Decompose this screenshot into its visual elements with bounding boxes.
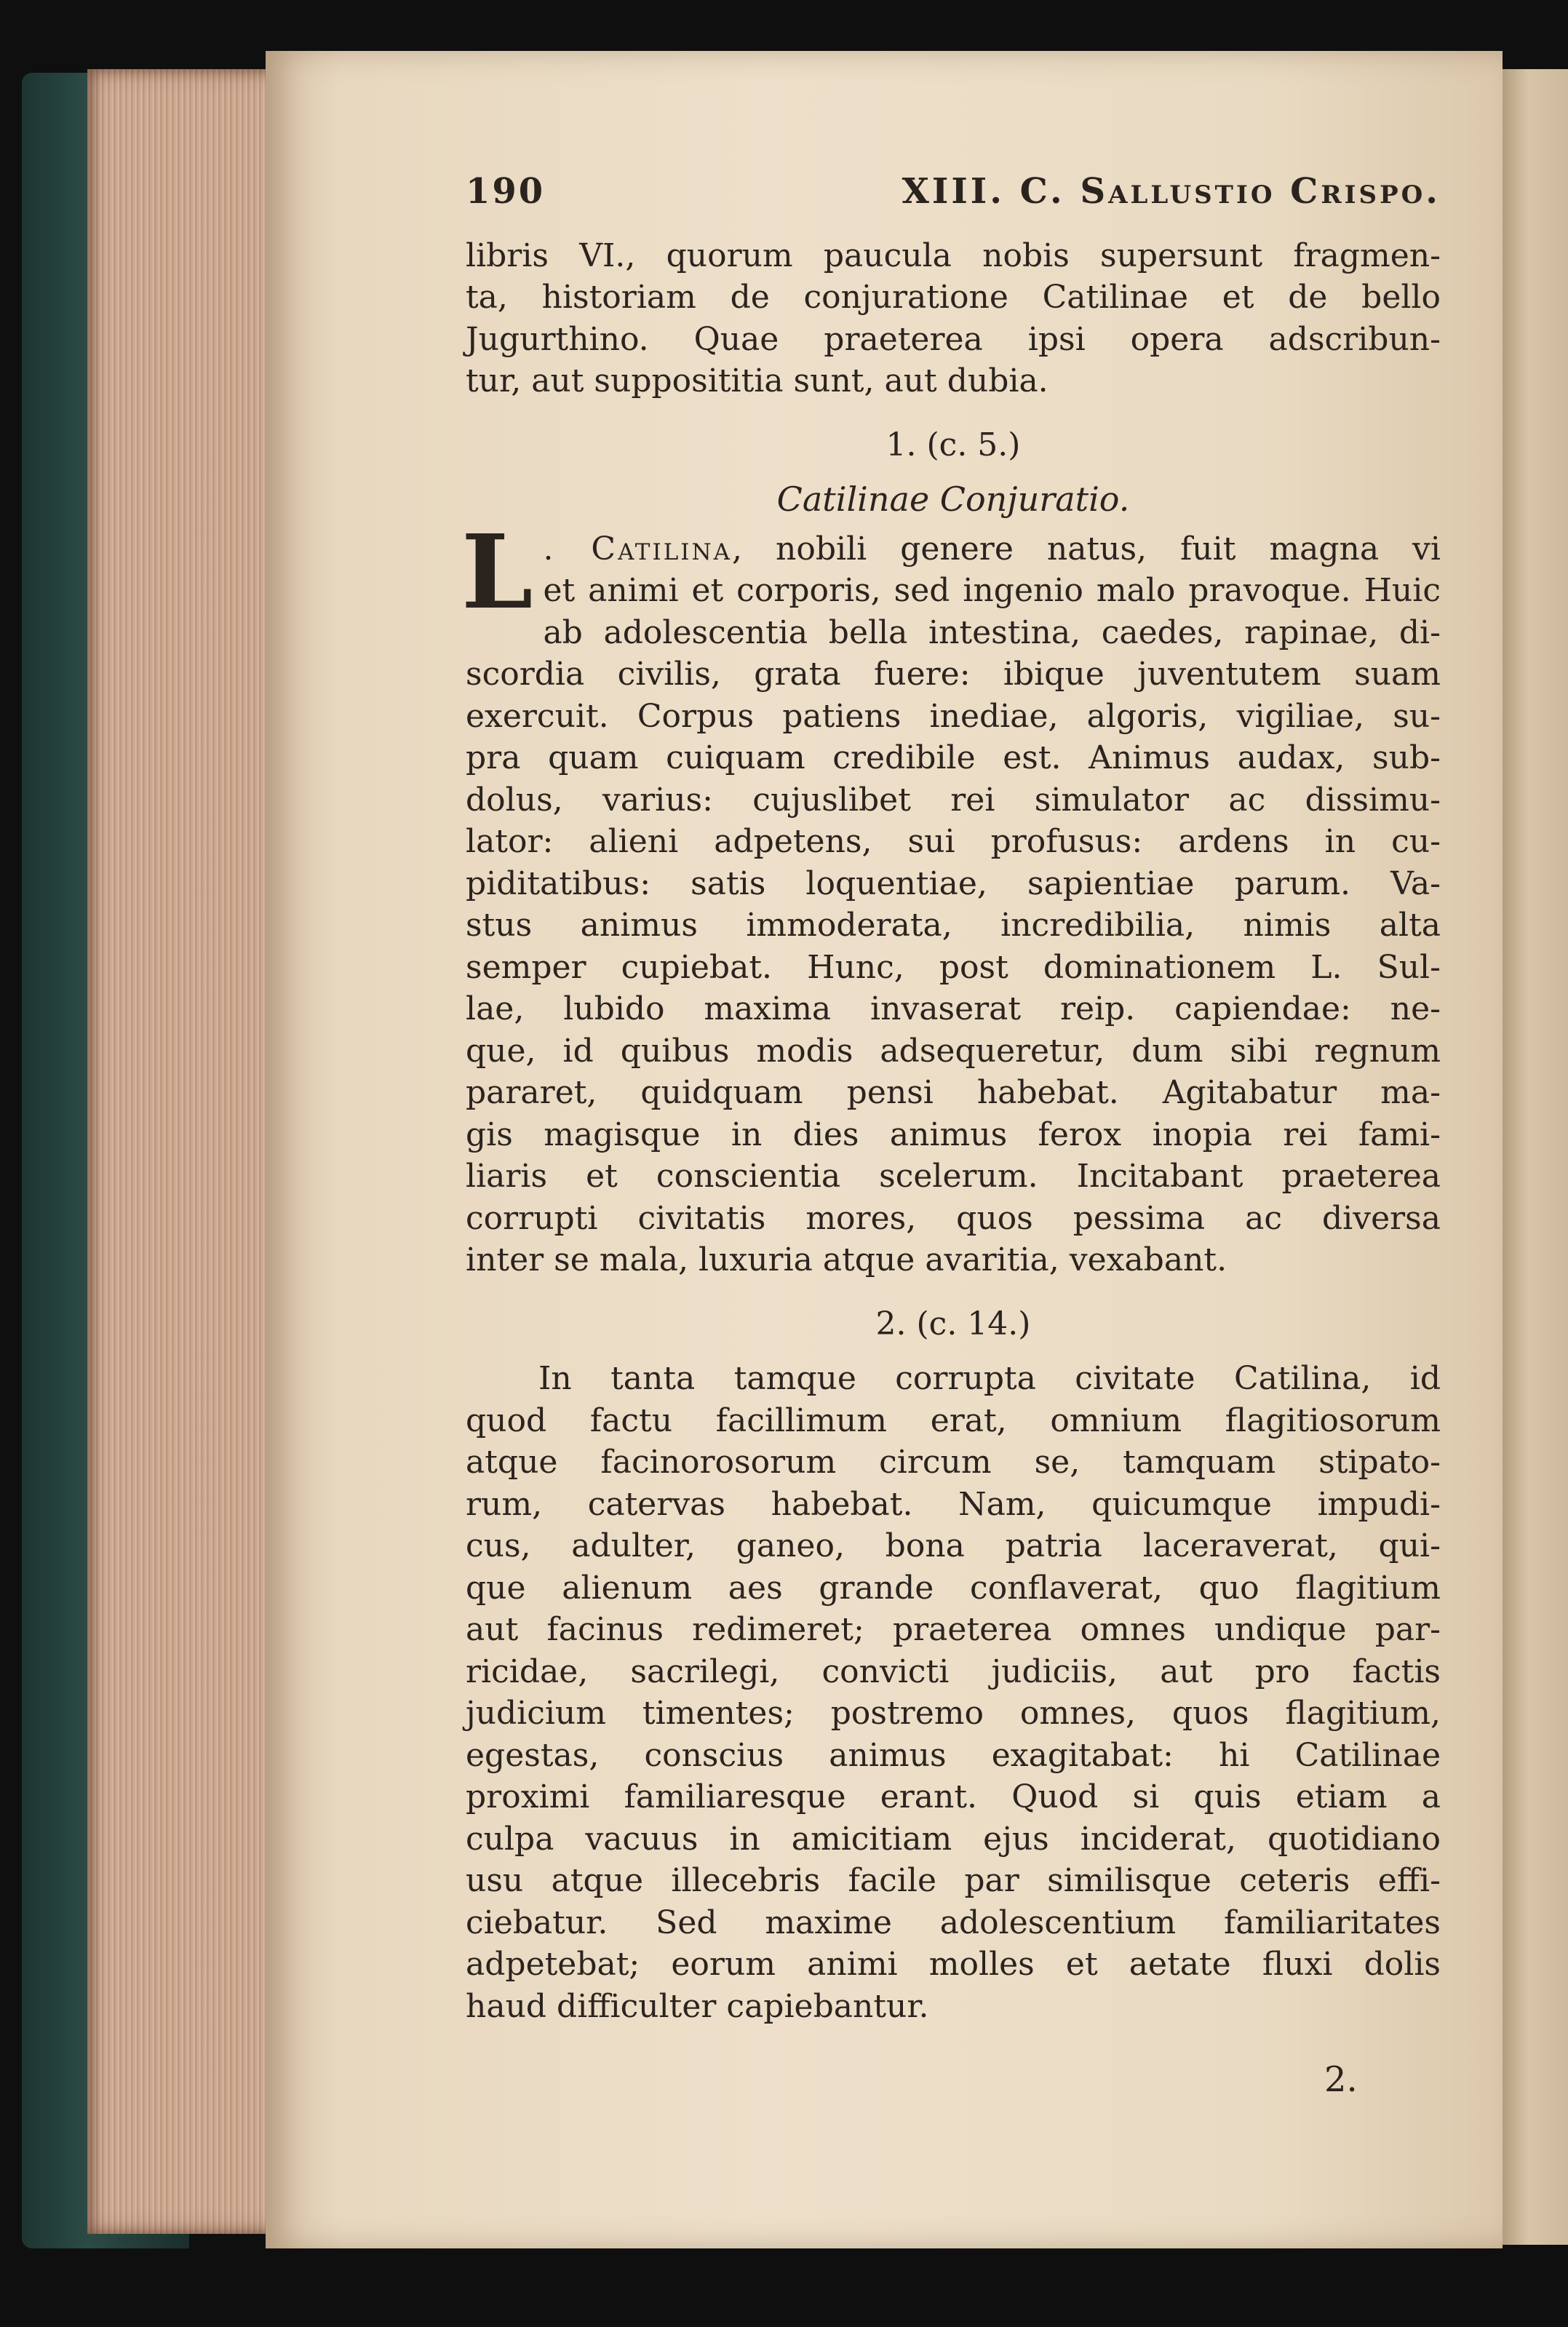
text-line: inter se mala, luxuria atque avaritia, vexabant. xyxy=(466,1241,1227,1278)
text-line: quod factu facillimum erat, omnium flagitiosorum xyxy=(466,1401,1441,1439)
text-line: proximi familiaresque erant. Quod si quis etiam a xyxy=(466,1778,1441,1815)
section-number: 1. (c. 5.) xyxy=(886,426,1021,464)
text-line xyxy=(466,528,1441,570)
text-line: libris VI., quorum paucula nobis supersunt fragmen- xyxy=(466,236,1441,274)
text-line: rum, catervas habebat. Nam, quicumque impudi- xyxy=(466,1485,1441,1523)
text-line: usu atque illecebris facile par similisque ceteris effi- xyxy=(466,1862,1441,1899)
text-line: tur, aut supposititia sunt, aut dubia. xyxy=(466,362,1048,399)
text-line: haud difficulter capiebantur. xyxy=(466,1987,929,2025)
text-line: ciebatur. Sed maxime adolescentium familiaritates xyxy=(466,1904,1441,1941)
section-number: 2. (c. 14.) xyxy=(875,1305,1031,1342)
text-line: judicium timentes; postremo omnes, quos flagitium, xyxy=(466,1695,1441,1732)
text-line: gis magisque in dies animus ferox inopia rei fami- xyxy=(466,1115,1441,1153)
text-line: ab adolescentia bella intestina, caedes, rapinae, di- xyxy=(543,613,1441,651)
text-line: culpa vacuus in amicitiam ejus inciderat, quotidiano xyxy=(466,1820,1441,1858)
text-line: que, id quibus modis adsequeretur, dum sibi regnum xyxy=(466,1032,1441,1070)
text-line: piditatibus: satis loquentiae, sapientiae parum. Va- xyxy=(466,864,1441,902)
page-number: 190 xyxy=(466,171,546,212)
facing-page-edge xyxy=(1503,69,1568,2245)
text-line: ricidae, sacrilegi, convicti judiciis, aut pro factis xyxy=(466,1652,1441,1690)
text-line: adpetebat; eorum animi molles et aetate fluxi dolis xyxy=(466,1946,1441,1983)
section2-paragraph xyxy=(466,1358,1441,2027)
text-fragment: , nobili genere natus, fuit magna vi xyxy=(732,530,1441,568)
text-line: et animi et corporis, sed ingenio malo pravoque. Huic xyxy=(543,572,1441,609)
intro-paragraph xyxy=(466,235,1441,402)
text-line: pararet, quidquam pensi habebat. Agitabatur ma- xyxy=(466,1074,1441,1111)
text-line: In tanta tamque corrupta civitate Catilina, id xyxy=(538,1360,1441,1397)
text-line: atque facinorosorum circum se, tamquam stipato- xyxy=(466,1444,1441,1481)
text-line: egestas, conscius animus exagitabat: hi Catilinae xyxy=(466,1736,1441,1774)
text-line: exercuit. Corpus patiens inediae, algoris, vigiliae, su- xyxy=(466,697,1441,735)
text-line: cus, adulter, ganeo, bona patria laceraverat, qui- xyxy=(466,1527,1441,1564)
section-title: Catilinae Conjuratio. xyxy=(776,480,1130,519)
running-header xyxy=(466,171,1441,213)
text-line: lator: alieni adpetens, sui profusus: ardens in cu- xyxy=(466,823,1441,860)
text-line: liaris et conscientia scelerum. Incitabant praeterea xyxy=(466,1158,1441,1195)
name-catilina: . Catilina xyxy=(543,530,733,568)
text-line: que alienum aes grande conflaverat, quo flagitium xyxy=(466,1569,1441,1607)
text-line: semper cupiebat. Hunc, post dominationem L. Sul- xyxy=(466,948,1441,986)
text-line: Jugurthino. Quae praeterea ipsi opera adscribun- xyxy=(466,320,1441,358)
text-line: scordia civilis, grata fuere: ibique juventutem suam xyxy=(466,656,1441,693)
text-line: dolus, varius: cujuslibet rei simulator ac dissimu- xyxy=(466,781,1441,819)
text-line: corrupti civitatis mores, quos pessima ac diversa xyxy=(466,1199,1441,1237)
text-line: pra quam cuiquam credibile est. Animus audax, sub- xyxy=(466,739,1441,776)
text-line: lae, lubido maxima invaserat reip. capiendae: ne- xyxy=(466,990,1441,1027)
drop-cap: L xyxy=(461,512,533,632)
catchword: 2. xyxy=(1324,2059,1358,2100)
section1-paragraph xyxy=(461,512,1441,1281)
page-text xyxy=(461,171,1441,2027)
text-line: ta, historiam de conjuratione Catilinae et de bello xyxy=(466,279,1441,316)
running-title: XIII. C. Sallustio Crispo. xyxy=(902,171,1441,212)
text-line: stus animus immoderata, incredibilia, nimis alta xyxy=(466,907,1441,944)
text-line: aut facinus redimeret; praeterea omnes undique par- xyxy=(466,1611,1441,1648)
